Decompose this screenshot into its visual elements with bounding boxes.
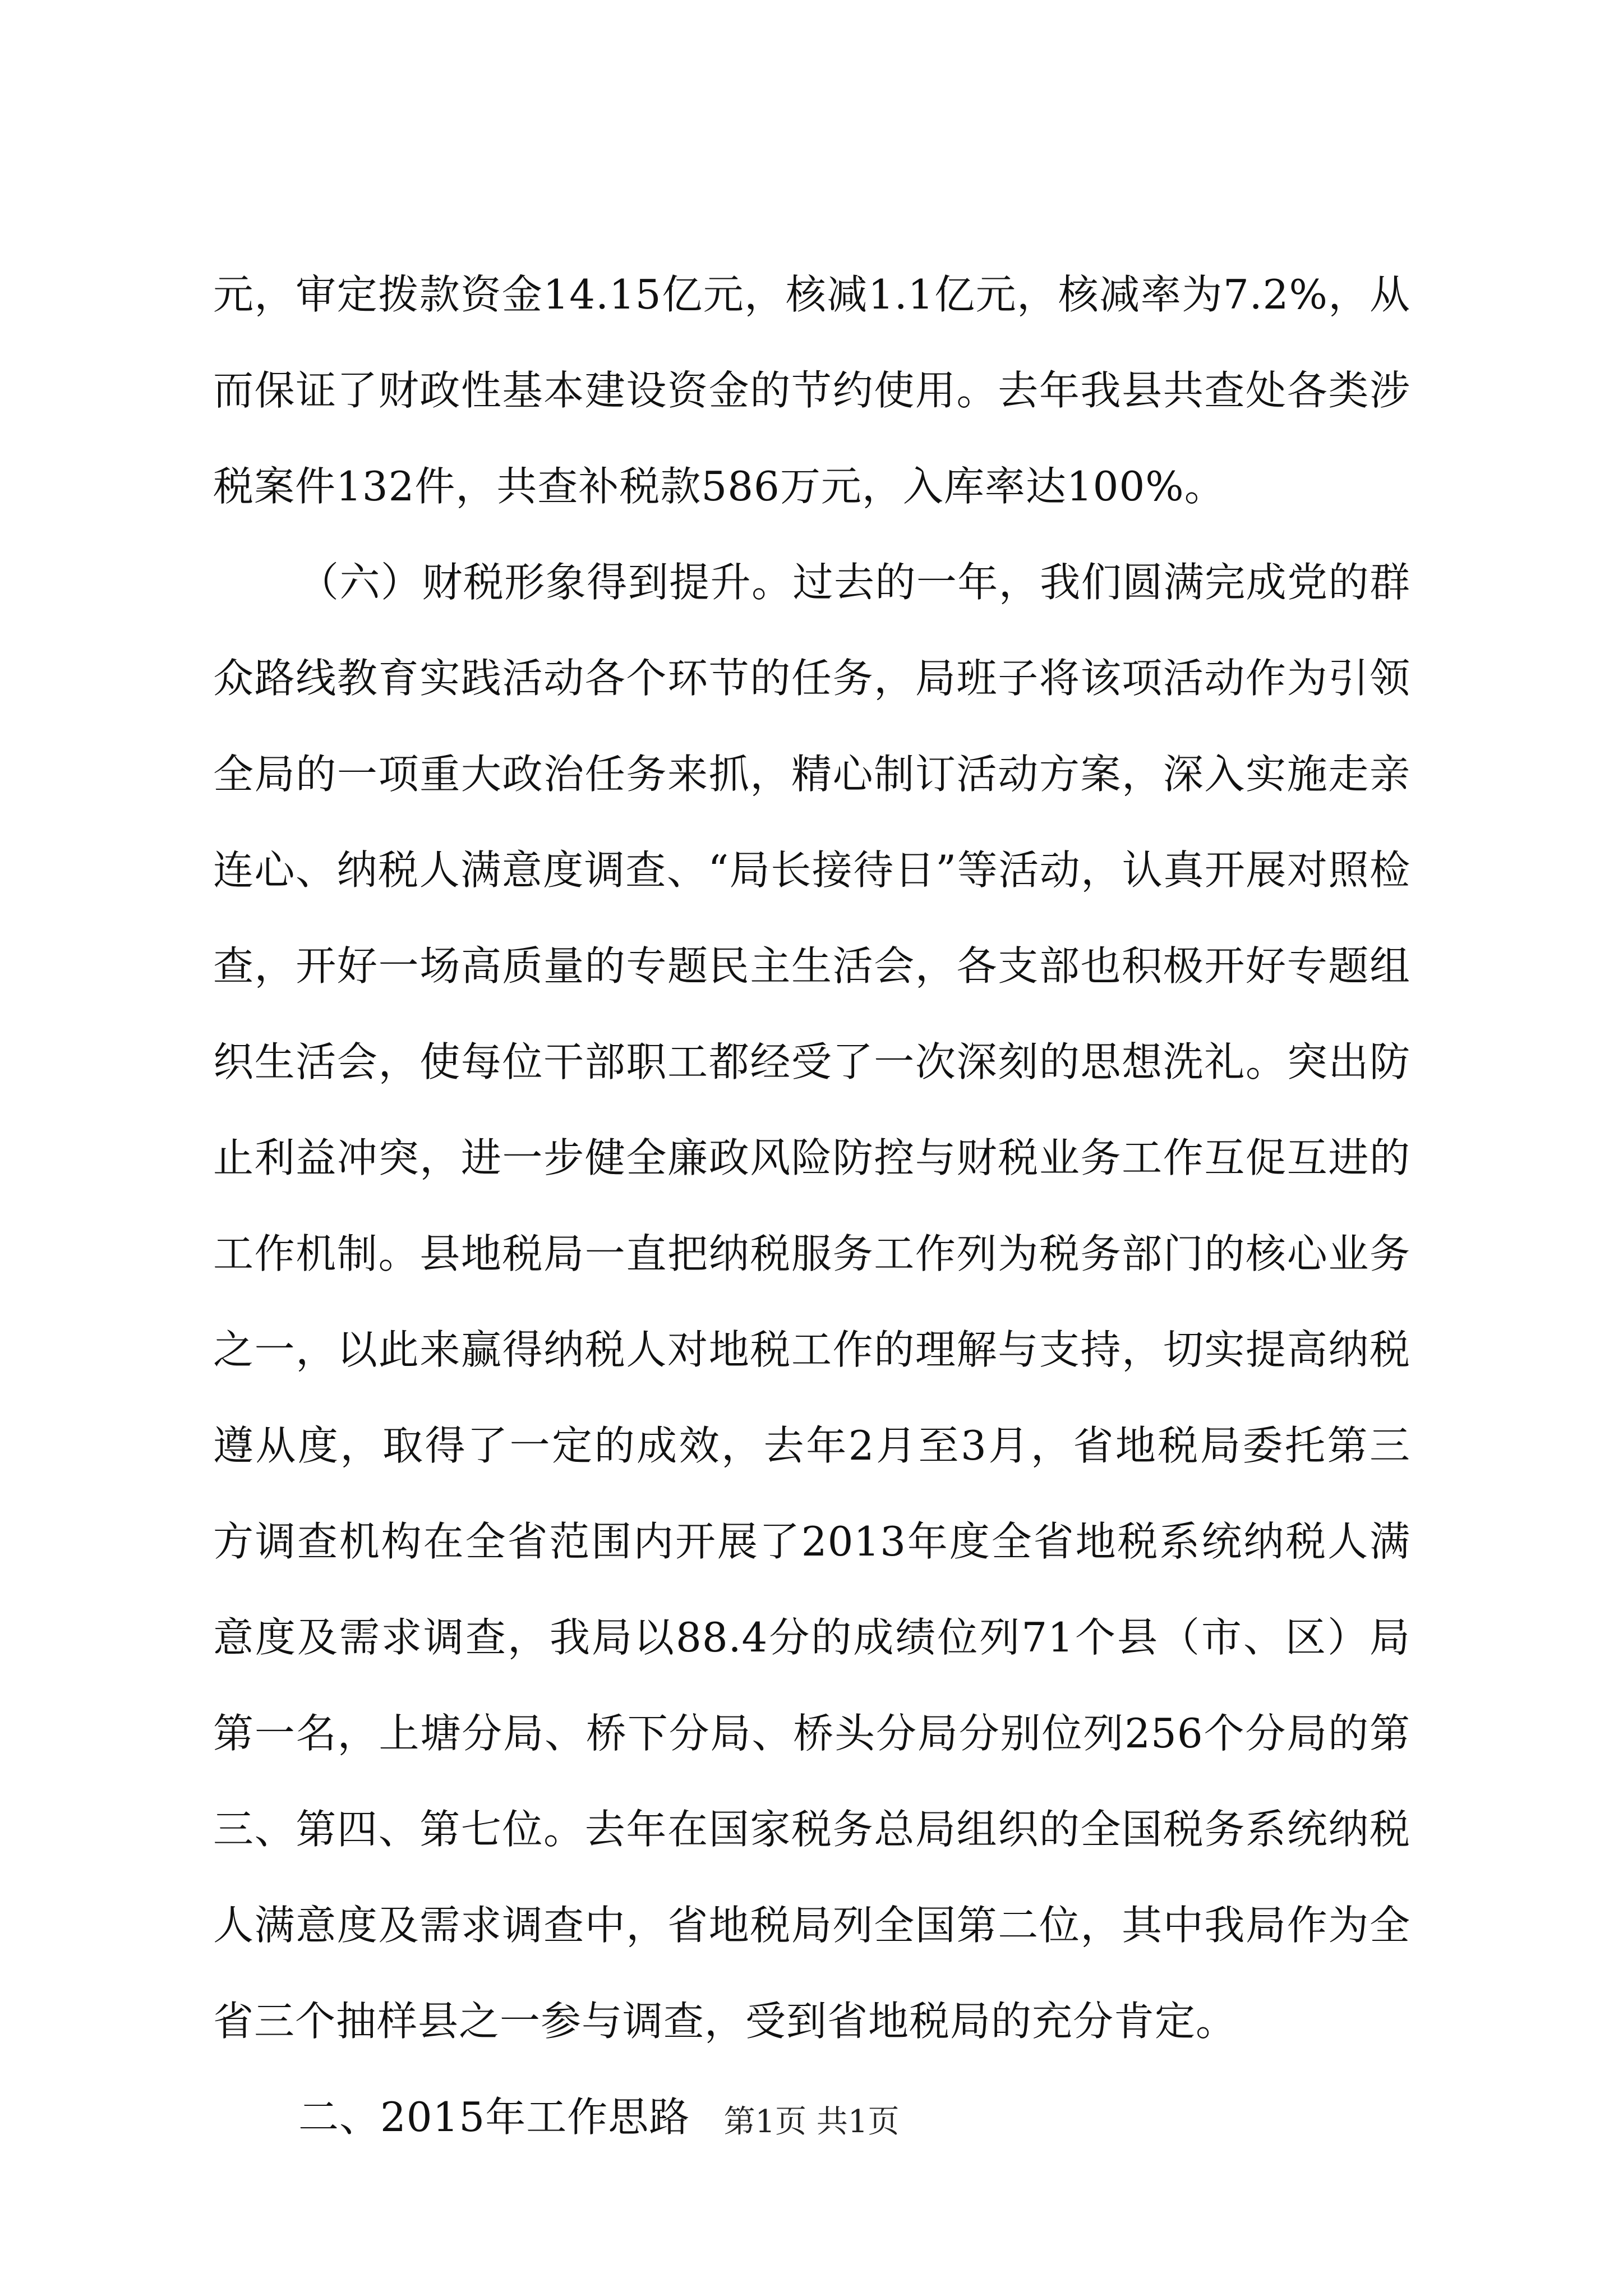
- document-body: [213, 247, 1410, 2165]
- page-footer: 第1页 共1页: [723, 2104, 900, 2140]
- paragraph-continued: 元，审定拨款资金14.15亿元，核减1.1亿元，核减率为7.2%，从而保证了财政性基本建设资金的节约使用。去年我县共查处各类涉税案件132件，共查补税款586万元，入库率达100%。: [213, 271, 1410, 510]
- section-heading: 二、2015年工作思路: [298, 2093, 690, 2141]
- paragraph-fiscal-image: （六）财税形象得到提升。过去的一年，我们圆满完成党的群众路线教育实践活动各个环节的任务，局班子将该项活动作为引领全局的一项重大政治任务来抓，精心制订活动方案，深入实施走亲连心、纳税人满意度调查、“局长接待日”等活动，认真开展对照检查，开好一场高质量的专题民主生活会，各支部也积极开好专题组织生活会，使每位干部职工都经受了一次深刻的思想洗礼。突出防止利益冲突，进一步健全廉政风险防控与财税业务工作互促互进的工作机制。县地税局一直把纳税服务工作列为税务部门的核心业务之一，以此来赢得纳税人对地税工作的理解与支持，切实提高纳税遵从度，取得了一定的成效，去年2月至3月，省地税局委托第三方调查机构在全省范围内开展了2013年度全省地税系统纳税人满意度及需求调查，我局以88.4分的成绩位列71个县（市、区）局第一名，上塘分局、桥下分局、桥头分局分别位列256个分局的第三、第四、第七位。去年在国家税务总局组织的全国税务系统纳税人满意度及需求调查中，省地税局列全国第二位，其中我局作为全省三个抽样县之一参与调查，受到省地税局的充分肯定。: [213, 559, 1410, 2045]
